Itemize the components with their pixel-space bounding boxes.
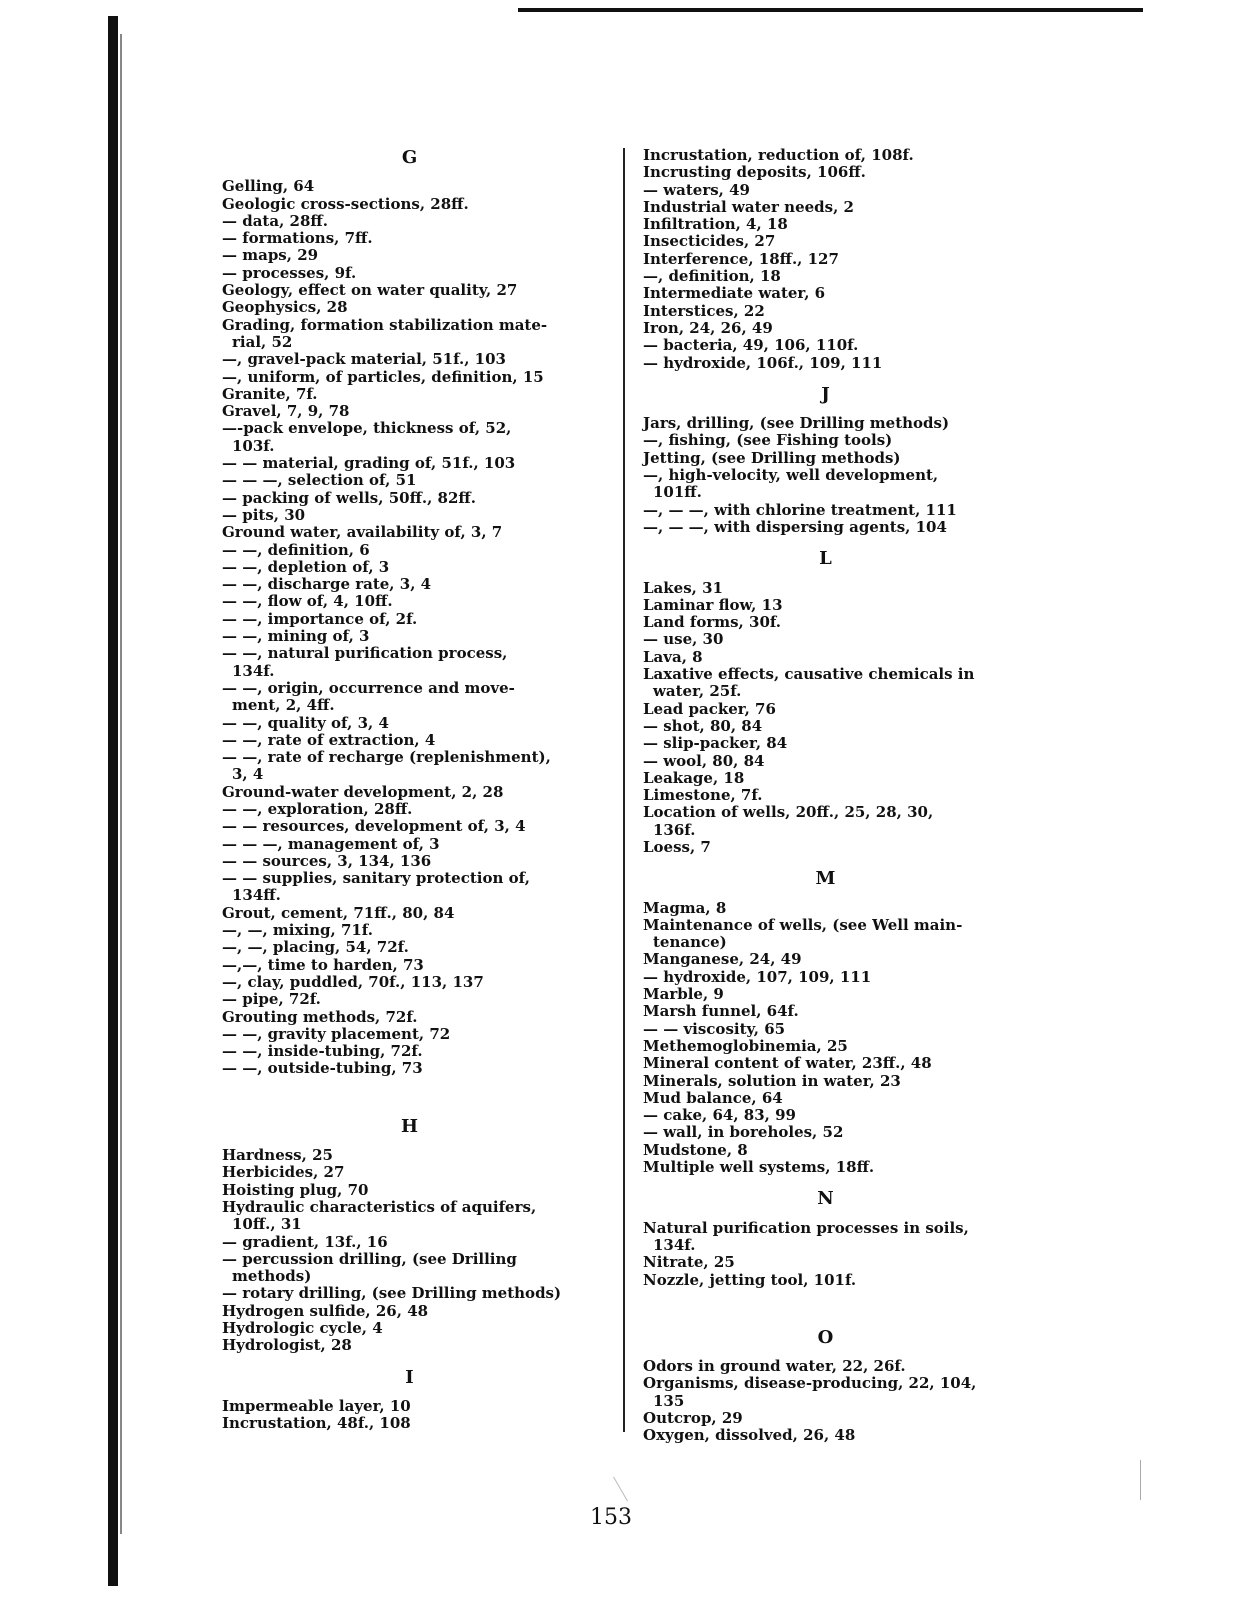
- index-entry: —,—, time to harden, 73: [222, 955, 424, 974]
- index-entry: — —, exploration, 28ff.: [222, 799, 413, 818]
- index-entry: Jetting, (see Drilling methods): [643, 448, 901, 467]
- index-entry: Grout, cement, 71ff., 80, 84: [222, 903, 455, 922]
- index-entry: —, fishing, (see Fishing tools): [643, 431, 893, 450]
- index-entry: — — resources, development of, 3, 4: [222, 817, 526, 836]
- section-gap: [643, 1289, 1008, 1315]
- index-entry: Hoisting plug, 70: [222, 1180, 369, 1199]
- index-entry: — — —, selection of, 51: [222, 471, 417, 490]
- index-entry: Iron, 24, 26, 49: [643, 318, 773, 337]
- index-entry: — —, rate of extraction, 4: [222, 730, 436, 749]
- section-letter: M: [815, 868, 836, 890]
- index-entry: Mudstone, 8: [643, 1140, 748, 1159]
- index-entry: Mineral content of water, 23ff., 48: [643, 1054, 932, 1073]
- section-letter: L: [819, 548, 832, 570]
- scan-edge-bar: [108, 16, 118, 1586]
- section-letter: H: [400, 1115, 418, 1137]
- index-entry-continuation: 3, 4: [232, 765, 264, 784]
- index-entry: — wall, in boreholes, 52: [643, 1123, 844, 1142]
- index-entry: Hydrologic cycle, 4: [222, 1319, 383, 1337]
- index-entry: Manganese, 24, 49: [643, 950, 802, 969]
- index-entry: Gelling, 64: [222, 177, 315, 196]
- index-entry-continuation: rial, 52: [232, 332, 293, 351]
- index-entry: Hydraulic characteristics of aquifers,: [222, 1197, 537, 1216]
- index-entry: Incrusting deposits, 106ff.: [643, 163, 866, 182]
- index-entry: Magma, 8: [643, 898, 727, 917]
- index-entry: — — supplies, sanitary protection of,: [222, 869, 530, 888]
- index-entry: Marble, 9: [643, 985, 724, 1004]
- index-entry: — —, quality of, 3, 4: [222, 713, 389, 732]
- index-entry: Grading, formation stabilization mate-: [222, 315, 548, 334]
- section-letter: G: [401, 147, 418, 168]
- index-entry: — — material, grading of, 51f., 103: [222, 454, 516, 473]
- index-entry: — —, outside-tubing, 73: [222, 1059, 423, 1078]
- section-letter: N: [817, 1188, 834, 1210]
- index-entry: — — sources, 3, 134, 136: [222, 851, 432, 870]
- index-entry: Impermeable layer, 10: [222, 1396, 411, 1415]
- index-entry: Incrustation, 48f., 108: [222, 1414, 411, 1433]
- index-entry: — — —, management of, 3: [222, 834, 440, 853]
- section-letter: I: [405, 1366, 414, 1388]
- index-column-right: [643, 147, 1008, 1445]
- index-entry: — rotary drilling, (see Drilling methods): [222, 1284, 562, 1303]
- index-entry: — wool, 80, 84: [643, 751, 765, 770]
- index-entry: Minerals, solution in water, 23: [643, 1071, 901, 1090]
- index-entry-continuation: 103f.: [232, 436, 275, 455]
- index-entry: — packing of wells, 50ff., 82ff.: [222, 488, 476, 507]
- scan-edge-shadow: [120, 34, 122, 1534]
- index-entry: Lead packer, 76: [643, 699, 776, 718]
- index-column-left: [222, 145, 597, 1432]
- column-divider: [623, 148, 625, 1432]
- index-entry: Outcrop, 29: [643, 1409, 743, 1427]
- index-entry: Geology, effect on water quality, 27: [222, 281, 518, 300]
- index-entry: — —, natural purification process,: [222, 644, 508, 663]
- index-entry: — —, depletion of, 3: [222, 557, 390, 576]
- index-entry: Multiple well systems, 18ff.: [643, 1158, 875, 1177]
- index-entry-continuation: 134f.: [232, 661, 275, 680]
- index-entry: Loess, 7: [643, 837, 711, 856]
- index-entry: — waters, 49: [643, 180, 750, 199]
- index-entry: — —, rate of recharge (replenishment),: [222, 748, 551, 767]
- index-entry: Infiltration, 4, 18: [643, 215, 788, 234]
- section-gap: [222, 1078, 597, 1104]
- index-entry: Limestone, 7f.: [643, 786, 763, 805]
- index-entry: —, clay, puddled, 70f., 113, 137: [222, 972, 484, 991]
- index-entry: —, gravel-pack material, 51f., 103: [222, 350, 506, 369]
- section-letter: O: [817, 1326, 834, 1348]
- index-entry-continuation: tenance): [653, 933, 727, 952]
- index-entry: Interstices, 22: [643, 301, 765, 320]
- index-entry: Industrial water needs, 2: [643, 197, 854, 216]
- index-entry: — processes, 9f.: [222, 263, 357, 282]
- index-entry: — percussion drilling, (see Drilling: [222, 1249, 517, 1268]
- index-entry: Methemoglobinemia, 25: [643, 1036, 848, 1055]
- index-entry: — cake, 64, 83, 99: [643, 1106, 796, 1125]
- index-entry-continuation: ment, 2, 4ff.: [232, 696, 335, 715]
- index-entry: — —, importance of, 2f.: [222, 609, 418, 628]
- index-entry: Hydrologist, 28: [222, 1336, 352, 1355]
- index-entry: Odors in ground water, 22, 26f.: [643, 1357, 906, 1376]
- index-entry: — —, inside-tubing, 72f.: [222, 1042, 423, 1061]
- index-entry: Leakage, 18: [643, 768, 745, 787]
- index-entry: Nozzle, jetting tool, 101f.: [643, 1270, 857, 1289]
- index-entry: Marsh funnel, 64f.: [643, 1002, 799, 1021]
- index-entry: Nitrate, 25: [643, 1253, 735, 1272]
- top-rule: [518, 8, 1143, 12]
- index-entry: Interference, 18ff., 127: [643, 249, 839, 268]
- index-entry: — bacteria, 49, 106, 110f.: [643, 336, 859, 355]
- index-entry: —, —, mixing, 71f.: [222, 921, 373, 940]
- index-entry: Oxygen, dissolved, 26, 48: [643, 1426, 856, 1445]
- index-entry: Intermediate water, 6: [643, 284, 826, 303]
- index-entry: — —, definition, 6: [222, 540, 370, 559]
- index-entry: —, uniform, of particles, definition, 15: [222, 367, 544, 386]
- index-entry: Laxative effects, causative chemicals in: [643, 665, 975, 684]
- scan-mark: [1140, 1460, 1141, 1500]
- index-entry: Ground-water development, 2, 28: [222, 782, 504, 801]
- index-entry-continuation: 101ff.: [653, 483, 702, 502]
- index-entry-continuation: 136f.: [653, 820, 696, 839]
- index-entry: — formations, 7ff.: [222, 229, 373, 248]
- index-entry: — —, origin, occurrence and move-: [222, 678, 515, 697]
- index-entry: Lakes, 31: [643, 578, 723, 597]
- index-entry: — —, gravity placement, 72: [222, 1024, 451, 1043]
- index-entry: — —, flow of, 4, 10ff.: [222, 592, 393, 611]
- page-number: 153: [590, 1505, 632, 1530]
- index-entry-continuation: 10ff., 31: [232, 1215, 302, 1234]
- index-entry: — data, 28ff.: [222, 211, 328, 230]
- index-entry: — pipe, 72f.: [222, 990, 321, 1009]
- index-entry-continuation: methods): [232, 1267, 312, 1286]
- index-entry: Maintenance of wells, (see Well main-: [643, 915, 963, 934]
- index-entry: Ground water, availability of, 3, 7: [222, 523, 503, 542]
- index-entry: —, definition, 18: [643, 267, 781, 286]
- index-entry: — gradient, 13f., 16: [222, 1232, 388, 1251]
- index-entry: Mud balance, 64: [643, 1088, 783, 1107]
- index-entry: — use, 30: [643, 630, 724, 649]
- index-entry: Insecticides, 27: [643, 232, 776, 251]
- index-entry: Land forms, 30f.: [643, 613, 782, 632]
- index-entry: — —, mining of, 3: [222, 627, 370, 646]
- index-entry: Herbicides, 27: [222, 1163, 345, 1182]
- index-entry: Location of wells, 20ff., 25, 28, 30,: [643, 803, 934, 822]
- index-entry: — — viscosity, 65: [643, 1019, 786, 1038]
- index-entry: — hydroxide, 106f., 109, 111: [643, 353, 883, 372]
- index-entry: — —, discharge rate, 3, 4: [222, 575, 432, 594]
- index-entry: —, — —, with chlorine treatment, 111: [643, 500, 957, 519]
- index-entry-continuation: water, 25f.: [653, 682, 742, 701]
- index-entry: — hydroxide, 107, 109, 111: [643, 967, 872, 986]
- index-entry-continuation: 135: [653, 1391, 685, 1410]
- index-entry: Jars, drilling, (see Drilling methods): [643, 414, 950, 433]
- index-entry: Hydrogen sulfide, 26, 48: [222, 1301, 429, 1320]
- index-entry-continuation: 134f.: [653, 1235, 696, 1254]
- index-entry: —-pack envelope, thickness of, 52,: [222, 419, 512, 438]
- index-entry: Laminar flow, 13: [643, 595, 783, 614]
- index-entry: Hardness, 25: [222, 1146, 333, 1165]
- index-entry: Lava, 8: [643, 647, 703, 666]
- index-entry: Natural purification processes in soils,: [643, 1218, 969, 1237]
- index-entry: Grouting methods, 72f.: [222, 1007, 418, 1026]
- index-entry-continuation: 134ff.: [232, 886, 281, 905]
- index-entry: — pits, 30: [222, 505, 306, 524]
- index-entry: Incrustation, reduction of, 108f.: [643, 146, 914, 164]
- scan-smudge: [613, 1477, 628, 1502]
- index-entry: — maps, 29: [222, 246, 319, 265]
- index-entry: —, high-velocity, well development,: [643, 466, 939, 485]
- index-entry: Granite, 7f.: [222, 384, 318, 403]
- index-entry: Geophysics, 28: [222, 298, 348, 317]
- index-entry: Organisms, disease-producing, 22, 104,: [643, 1374, 977, 1393]
- index-entry: Geologic cross-sections, 28ff.: [222, 194, 469, 213]
- index-entry: — slip-packer, 84: [643, 734, 788, 753]
- index-entry: —, —, placing, 54, 72f.: [222, 938, 409, 957]
- index-entry: Gravel, 7, 9, 78: [222, 402, 350, 421]
- index-entry: — shot, 80, 84: [643, 716, 763, 735]
- index-entry: —, — —, with dispersing agents, 104: [643, 517, 947, 536]
- section-letter: J: [821, 383, 830, 405]
